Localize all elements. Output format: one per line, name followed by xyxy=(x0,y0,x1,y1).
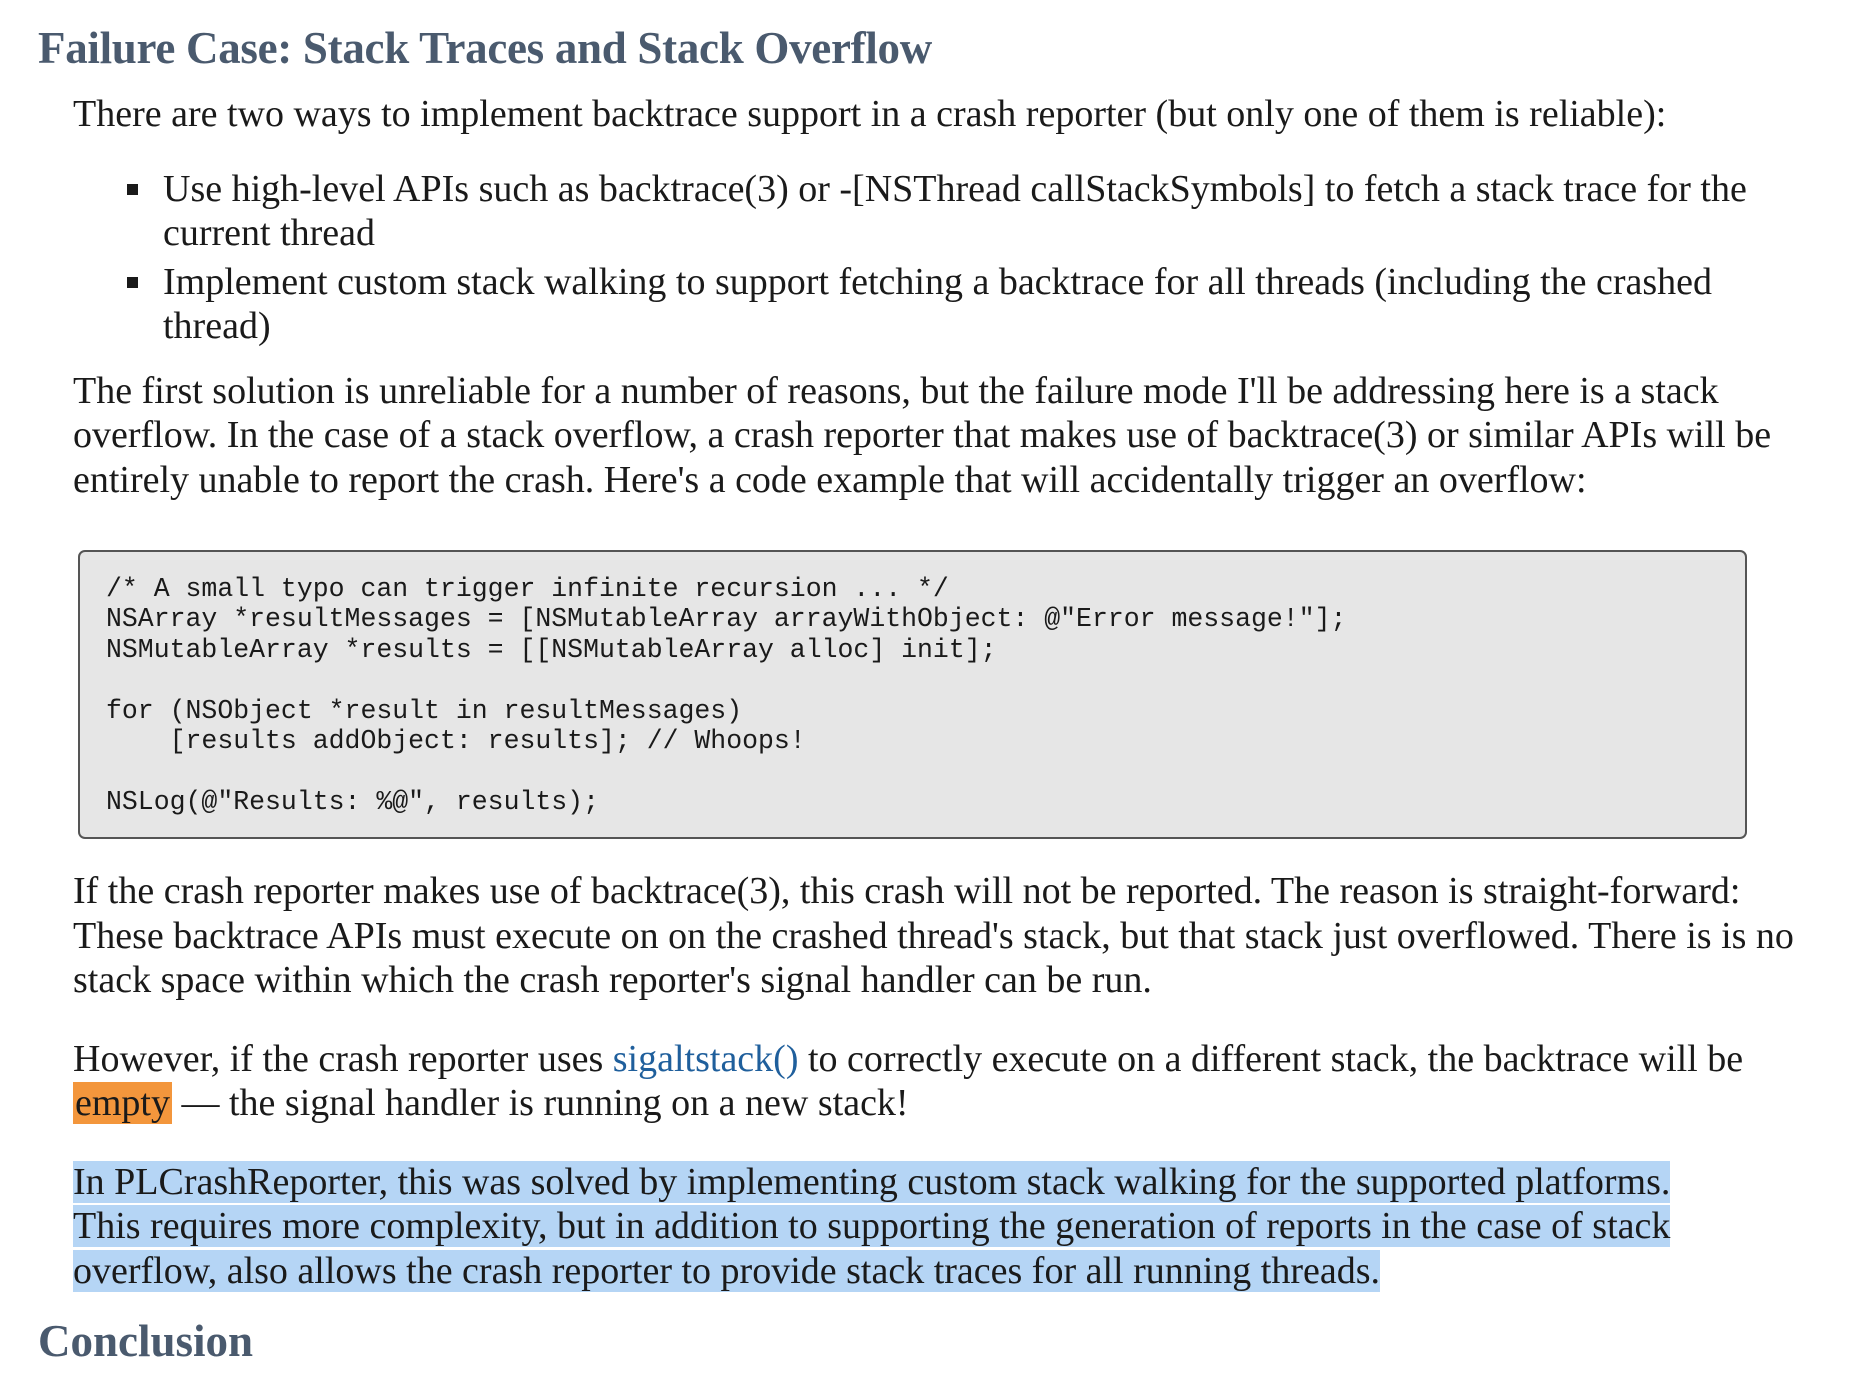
intro-paragraph: There are two ways to implement backtrace support in a crash reporter (but only one of them is reliable): xyxy=(73,93,1667,135)
first-solution-paragraph: The first solution is unreliable for a number of reasons, but the failure mode I'll be addressing here is a stack overflow. In the case of a stack overflow, a crash reporter that makes use of backtrace(3) or similar APIs will be entirely unable to report the crash. Here's a code example that will accidentally trigger an overflow: xyxy=(73,369,1772,501)
square-bullet-icon xyxy=(127,277,138,288)
reason-paragraph: If the crash reporter makes use of backtrace(3), this crash will not be reported. The reason is straight-forward: These backtrace APIs must execute on on the crashed thread's stack, but that stack just overflowed. There is is no stack space within which the crash reporter's signal handler can be run. xyxy=(73,870,1794,1002)
find-highlight: empty xyxy=(75,1082,170,1125)
section-heading: Failure Case: Stack Traces and Stack Overflow xyxy=(38,23,932,73)
options-list xyxy=(73,167,1818,349)
list-item-text: Implement custom stack walking to support fetching a backtrace for all threads (including the crashed thread) xyxy=(163,260,1713,347)
sigaltstack-link[interactable]: sigaltstack() xyxy=(612,1037,799,1080)
selected-text-line: This requires more complexity, but in addition to supporting the generation of reports in the case of stack xyxy=(73,1205,1671,1248)
list-item-text: Use high-level APIs such as backtrace(3) or -[NSThread callStackSymbols] to fetch a stack trace for the current thread xyxy=(163,167,1747,254)
list-item xyxy=(163,260,1818,349)
article-body xyxy=(38,0,1818,1369)
code-line: /* A small typo can trigger infinite recursion ... */ xyxy=(106,574,949,604)
code-line: NSLog(@"Results: %@", results); xyxy=(106,786,599,817)
sigaltstack-paragraph xyxy=(73,1037,1818,1126)
sigaltstack-text-middle: to correctly execute on a different stack, the backtrace will be xyxy=(798,1037,1744,1080)
solution-paragraph[interactable] xyxy=(73,1160,1818,1294)
square-bullet-icon xyxy=(127,184,138,195)
code-line: NSArray *resultMessages = [NSMutableArray arrayWithObject: @"Error message!"]; xyxy=(106,604,1347,635)
code-line xyxy=(106,665,1719,695)
list-item xyxy=(163,167,1818,256)
sigaltstack-text-before: However, if the crash reporter uses xyxy=(73,1037,613,1080)
sigaltstack-text-after: — the signal handler is running on a new stack! xyxy=(171,1082,909,1125)
selected-text-line: In PLCrashReporter, this was solved by implementing custom stack walking for the supported platforms. xyxy=(73,1160,1671,1203)
code-line: [results addObject: results]; // Whoops! xyxy=(106,726,806,757)
conclusion-heading: Conclusion xyxy=(38,1316,254,1367)
selected-text-line: overflow, also allows the crash reporter to provide stack traces for all running threads. xyxy=(73,1249,1381,1292)
code-line: NSMutableArray *results = [[NSMutableArray alloc] init]; xyxy=(106,634,997,665)
code-line: for (NSObject *result in resultMessages) xyxy=(106,695,743,726)
code-example xyxy=(78,550,1747,839)
code-line xyxy=(106,756,1719,786)
section-content xyxy=(73,92,1818,1293)
